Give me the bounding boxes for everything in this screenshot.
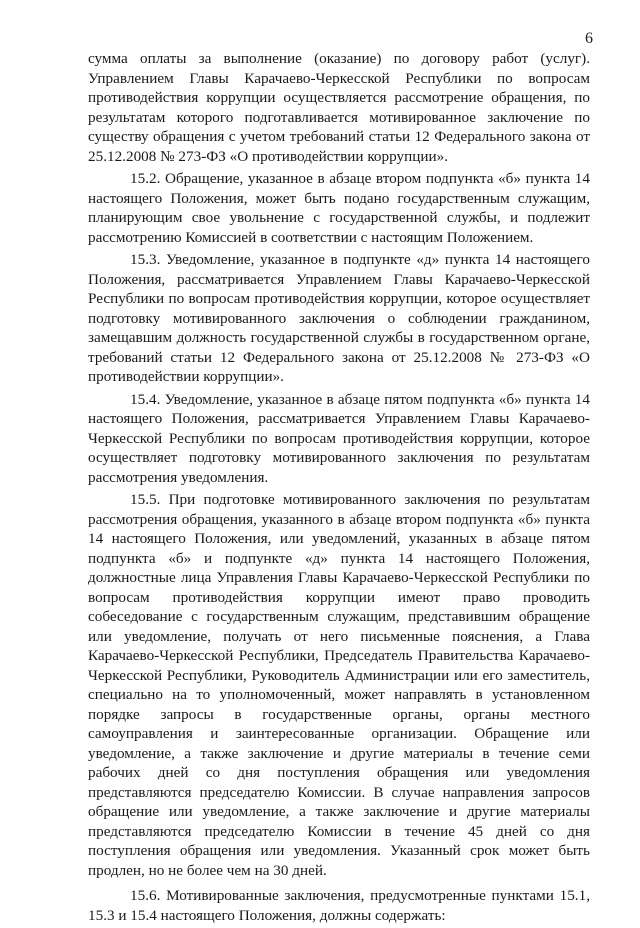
paragraph-15-4: 15.4. Уведомление, указанное в абзаце пятом подпункта «б» пункта 14 настоящего Положения, рассматривается Управлением Главы Карачаево-Черкесской Республики по вопросам противодействия коррупции, которое осуществляет подготовку мотивированного заключения по результатам рассмотрения уведомления. — [88, 390, 590, 486]
paragraph-15-6: 15.6. Мотивированные заключения, предусмотренные пунктами 15.1, 15.3 и 15.4 настоящего Положения, должны содержать: — [88, 887, 590, 924]
page-number: 6 — [585, 30, 593, 47]
document-body — [88, 49, 590, 928]
paragraph-15-3: 15.3. Уведомление, указанное в подпункте «д» пункта 14 настоящего Положения, рассматривается Управлением Главы Карачаево-Черкесской Республики по вопросам противодействия коррупции, которое осуществляет подготовку мотивированного заключения о соблюдении гражданином, замещавшим должность государственной службы в государственном органе, требований статьи 12 Федерального закона от 25.12.2008 № 273-ФЗ «О противодействии коррупции». — [88, 251, 590, 385]
paragraph-15-2: 15.2. Обращение, указанное в абзаце втором подпункта «б» пункта 14 настоящего Положения, может быть подано государственным служащим, планирующим свое увольнение с государственной службы, и подлежит рассмотрению Комиссией в соответствии с настоящим Положением. — [88, 170, 590, 246]
paragraph-continuation: сумма оплаты за выполнение (оказание) по договору работ (услуг). Управлением Главы Карачаево-Черкесской Республики по вопросам противодействия коррупции осуществляется рассмотрение обращения, по результатам которого подготавливается мотивированное заключение по существу обращения с учетом требований статьи 12 Федерального закона от 25.12.2008 № 273-ФЗ «О противодействии коррупции». — [88, 50, 590, 165]
paragraph-15-5: 15.5. При подготовке мотивированного заключения по результатам рассмотрения обращения, указанного в абзаце втором подпункта «б» пункта 14 настоящего Положения, или уведомлений, указанных в абзаце пятом подпункта «б» и подпункте «д» пункта 14 настоящего Положения, должностные лица Управления Главы Карачаево-Черкесской Республики по вопросам противодействия коррупции имеют право проводить собеседование с государственным служащим, представившим обращение или уведомление, получать от него письменные пояснения, а Глава Карачаево-Черкесской Республики, Председатель Правительства Карачаево-Черкесской Республики, Руководитель Администрации или его заместитель, специально на то уполномоченный, может направлять в установленном порядке запросы в государственные органы, органы местного самоуправления и заинтересованные организации. Обращение или уведомление, а также заключение и другие материалы в течение семи рабочих дней со дня поступления обращения или уведомления представляются председателю Комиссии. В случае направления запросов обращение или уведомление, а также заключение и другие материалы представляются председателю Комиссии в течение 45 дней со дня поступления обращения или уведомления. Указанный срок может быть продлен, но не более чем на 30 дней. — [88, 491, 590, 879]
